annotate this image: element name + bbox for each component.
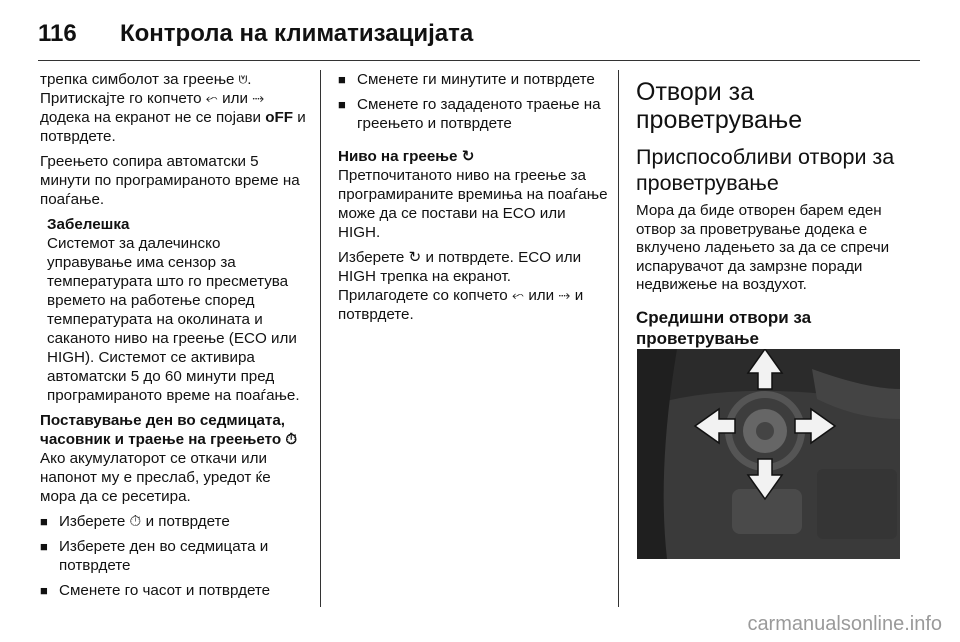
page-header (38, 14, 918, 54)
column-right (636, 70, 904, 357)
vent-diagram (637, 349, 900, 559)
section-heading-central-vents: Средишни отвори за проветрување (636, 307, 812, 348)
page-title: Контрола на климатизацијата (120, 20, 474, 47)
paragraph-adjust: Прилагодете со копчето ⬿ или ⤑ и потврдете. (338, 287, 584, 323)
steps-list-continued (338, 70, 608, 133)
paragraph-vent-open: Мора да биде отворен барем еден отвор за проветрување додека е вклучено ладењето за да се спречи испарувачот да замрзне поради недвижење на воздухот. (636, 202, 890, 293)
list-item: ■ Сменете ги минутите и потврдете (338, 70, 608, 89)
watermark: carmanualsonline.info (747, 613, 942, 635)
list-item: ■ Сменете го часот и потврдете (40, 581, 308, 600)
header-rule (38, 60, 920, 61)
list-item: ■ Изберете ден во седмицата и потврдете (40, 537, 308, 575)
paragraph-preferred-level: Претпочитаното ниво на греење за програмираните времиња на поаѓање може да се постави на ECO или HIGH. (338, 167, 608, 241)
note-title: Забелешка (47, 216, 130, 233)
paragraph-auto-stop: Греењето сопира автоматски 5 минути по програмираното време на поаѓање. (40, 153, 300, 208)
list-item: ■ Сменете го зададеното траење на греењето и потврдете (338, 95, 608, 133)
note-text: Системот за далечинско управување има сензор за температурата што го пресметува времето на работење според температурата на околината и саканото ниво на греење (ECO или HIGH). Системот се активира автоматски 5 до 60 минути пред програмираното време на поаѓање. (47, 235, 300, 404)
section-heading-heating-level: Ниво на греење ↻ (338, 148, 475, 165)
paragraph-end: и потврдете. (40, 109, 306, 145)
paragraph-select-level: Изберете ↻ и потврдете. ECO или HIGH трепка на екранот. (338, 249, 582, 285)
section-title-vents: Отвори за проветрување (636, 78, 803, 134)
subsection-title-adjustable-vents: Приспособливи отвори за проветрување (636, 145, 895, 195)
central-vent-illustration (637, 349, 900, 559)
column-left (40, 70, 308, 606)
column-divider (618, 70, 619, 607)
column-middle (338, 70, 608, 330)
note-box (47, 215, 308, 405)
paragraph-text: трепка симболот за греење ⩅. Притискајте го копчето ⬿ или ⤑ додека на екранот не се појави (40, 71, 265, 126)
paragraph-heating-symbol (40, 70, 308, 146)
off-label: oFF (265, 109, 294, 126)
paragraph-reset: Ако акумулаторот се откачи или напонот му е преслаб, уредот ќе мора да се ресетира. (40, 450, 271, 505)
page-number: 116 (38, 20, 77, 47)
list-item: ■ Изберете ⏱ и потврдете (40, 512, 308, 531)
steps-list (40, 512, 308, 600)
column-divider (320, 70, 321, 607)
section-heading-clock: Поставување ден во седмицата, часовник и траење на греењето ⏱ (40, 412, 298, 448)
